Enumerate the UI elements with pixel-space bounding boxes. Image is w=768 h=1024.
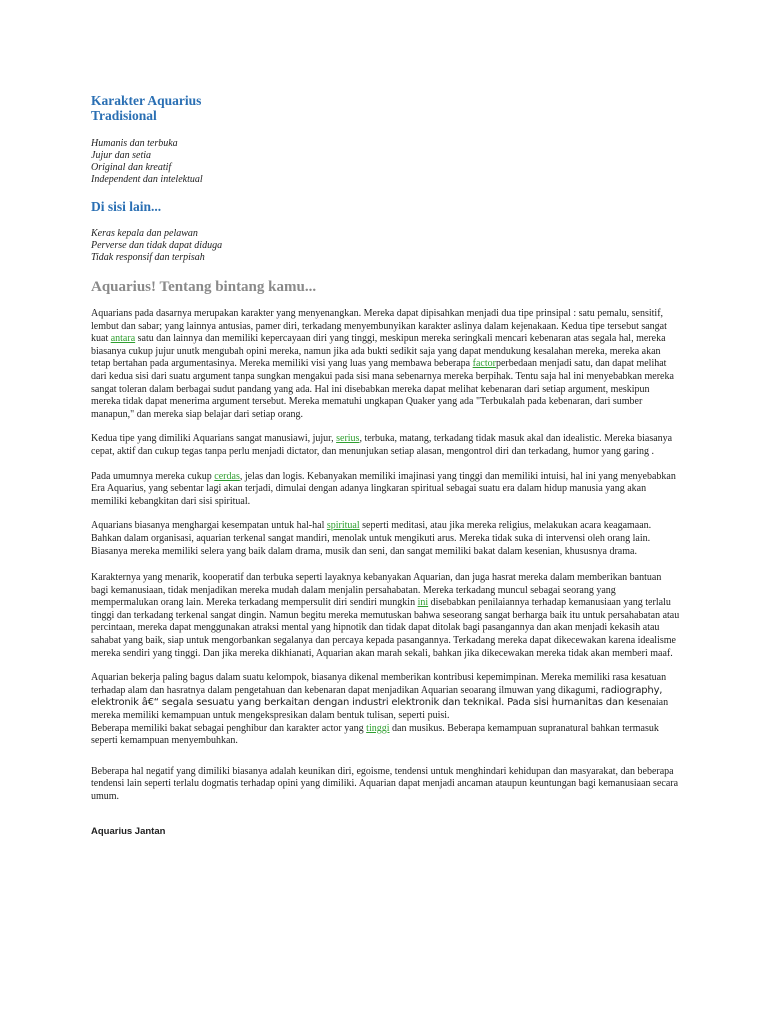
text-run: Aquarians biasanya menghargai kesempatan untuk hal-hal <box>91 520 327 532</box>
text-run: disebabkan penilaiannya terhadap kemanusiaan yang terlalu tinggi dan terkadang terkenal sangat dingin. Namun begitu mereka memutuskan bahwa seseorang sangat berharga baik itu untuk persahabatan atau percintaan, mereka dapat menggunakan atraksi mental yang hipnotik dan tidak dapat ditolak bagi pasangannya dan akan menjadi kekasih atau sahabat yang baik, siap untuk mengorbankan segalanya dan percaya kepada pasangannya. Terkadang mereka dapat dikecewakan karena idealisme mereka sendiri yang tinggi. Dan jika mereka dikhianati, Aquarian akan marah sekali, bahkan jika dikecewakan mereka tidak akan memberi maaf. <box>91 597 680 659</box>
paragraph-7: Beberapa hal negatif yang dimiliki biasanya adalah keunikan diri, egoisme, tendensi untuk menghindari kehidupan dan masyarakat, dan beberapa tendensi lain seperti terlalu dogmatis terhadap opini yang dimiliki. Aquarian dapat menjadi ancaman ataupun keuntungan bagi kemanusiaan secara umum. <box>91 765 679 802</box>
trait-item: Humanis dan terbuka <box>91 138 178 149</box>
text-run: seperti meditasi, atau jika mereka religius, melakukan acara keagamaan. Bahkan dalam organisasi, aquarian terkenal sangat mandiri, menolak untuk mengikuti arus. Mereka tidak suka di intervensi oleh orang lain. Biasanya mereka memiliki selera yang baik dalam drama, musik dan seni, dan sangat memiliki bakat dalam kesenian, khususnya drama. <box>91 520 652 557</box>
other-side-heading: Di sisi lain... <box>91 199 162 214</box>
page-title <box>91 93 681 123</box>
paragraph-6 <box>91 672 681 748</box>
text-run: Kedua tipe yang dimiliki Aquarians sangat manusiawi, jujur, <box>91 433 337 445</box>
text-run: perbedaan menjadi satu, dan dapat melihat dari kedua sisi dari suatu argument tanpa sungkan mengakui pada sisi mana sebenarnya mereka berpihak. Tentu saja hal ini menyebabkan mereka sangat toleran dalam berbagai sudut pandang yang ada. Hal ini disebabkan mereka dapat melihat kebenaran dari setiap argument, meskipun mereka tidak dapat menerima argument tersebut. Mereka mematuhi ungkapan Quaker yang ada "Terbukalah pada kebenaran, dari sumber manapun," dan mereka siap belajar dari setiap orang. <box>91 358 674 420</box>
link-ini[interactable]: ini <box>417 597 429 609</box>
text-run: , terbuka, matang, terkadang tidak masuk akal dan idealistic. Mereka biasanya cepat, aktif dan cukup tegas tanpa perlu menjadi dictator, dan menunjukan setiap alasan, mengontrol diri dan terkadang, humor yang garing . <box>91 433 673 457</box>
text-run: Pada umumnya mereka cukup <box>91 470 215 482</box>
negative-item: Keras kepala dan pelawan <box>91 228 198 239</box>
traits-list <box>91 138 681 186</box>
document-body <box>91 93 681 837</box>
text-run: Beberapa memiliki bakat sebagai penghibur dan karakter actor yang <box>91 722 367 734</box>
handwriting-text-run: radiography, elektronik â€“ segala sesuatu yang berkaitan dengan industri elektronik dan teknikal. Pada sisi humanitas dan ke <box>91 684 663 709</box>
negative-item: Tidak responsif dan terpisah <box>91 252 205 263</box>
trait-item: Jujur dan setia <box>91 150 151 161</box>
link-tinggi[interactable]: tinggi <box>366 722 390 734</box>
trait-item: Independent dan intelektual <box>91 174 203 185</box>
title-line-1: Karakter Aquarius <box>91 93 202 108</box>
link-antara[interactable]: antara <box>110 333 136 345</box>
text-run: Aquarian bekerja paling bagus dalam suatu kelompok, biasanya dikenal memberikan kontribusi kepemimpinan. Mereka memiliki rasa kesatuan terhadap alam dan hasratnya dalam pengetahuan dan kebenaran dapat menjadikan Aquarian seoarang ilmuwan yang dikagumi, <box>91 672 667 696</box>
link-spiritual[interactable]: spiritual <box>326 520 360 532</box>
text-run: dan musikus. Beberapa kemampuan supranatural bahkan termasuk seperti kemampuan menyembuhkan. <box>91 722 659 747</box>
about-heading: Aquarius! Tentang bintang kamu... <box>91 279 317 295</box>
trait-item: Original dan kreatif <box>91 162 172 173</box>
negatives-list <box>91 228 681 264</box>
negative-item: Perverse dan tidak dapat diduga <box>91 240 223 251</box>
paragraph-2 <box>91 433 681 458</box>
text-run: senaian mereka memiliki kemampuan untuk mengekspresikan dalam bentuk tulisan, seperti puisi. <box>91 697 669 722</box>
text-run: satu dan lainnya dan memiliki kepercayaan diri yang tinggi, meskipun mereka seringkali mencari kebenaran atas segala hal, mereka biasanya cukup jujur unutk mengubah opini mereka, namun jika ada bukti sedikit saja yang dapat mendukung kesalahan mereka, mereka akan tetap bertahan pada argumentasinya. Mereka memiliki visi yang luas yang membawa beberapa <box>91 333 666 370</box>
paragraph-3 <box>91 471 681 509</box>
paragraph-1 <box>91 308 681 421</box>
text-run: Aquarians pada dasarnya merupakan karakter yang menyenangkan. Mereka dapat dipisahkan menjadi dua tipe prinsipal : satu pemalu, sensitif, lembut dan sabar; yang lainnya antusias, pamer diri, terkadang menyembunyikan karakter aslinya dalam kejenakaan. Kedua tipe tersebut sangat kuat <box>91 308 667 345</box>
male-heading: Aquarius Jantan <box>91 825 166 837</box>
title-line-2: Tradisional <box>91 108 157 123</box>
link-serius[interactable]: serius <box>336 433 360 445</box>
link-factor[interactable]: factor <box>472 358 496 370</box>
text-run: Karakternya yang menarik, kooperatif dan terbuka seperti layaknya kebanyakan Aquarian, dan juga hasrat mereka dalam memberikan bantuan bagi kemanusiaan, tidak menjadikan mereka mudah dalam menjalin persahabatan. Mereka terkadang muncul sebagai seorang yang mempermalukan orang lain. Mereka terkadang mempersulit diri sendiri mungkin <box>91 572 662 609</box>
text-run: , jelas dan logis. Kebanyakan memiliki imajinasi yang tinggi dan memiliki intuisi, hal ini yang menyebabkan Era Aquarius, yang sebentar lagi akan terjadi, dimulai dengan adanya lingkaran spiritual sebagai suatu era dalam hidup manusia yang akan memiliki kebangkitan dari sisi spiritual. <box>91 470 676 507</box>
paragraph-5 <box>91 572 681 660</box>
link-cerdas[interactable]: cerdas <box>214 470 240 482</box>
paragraph-4 <box>91 520 681 558</box>
